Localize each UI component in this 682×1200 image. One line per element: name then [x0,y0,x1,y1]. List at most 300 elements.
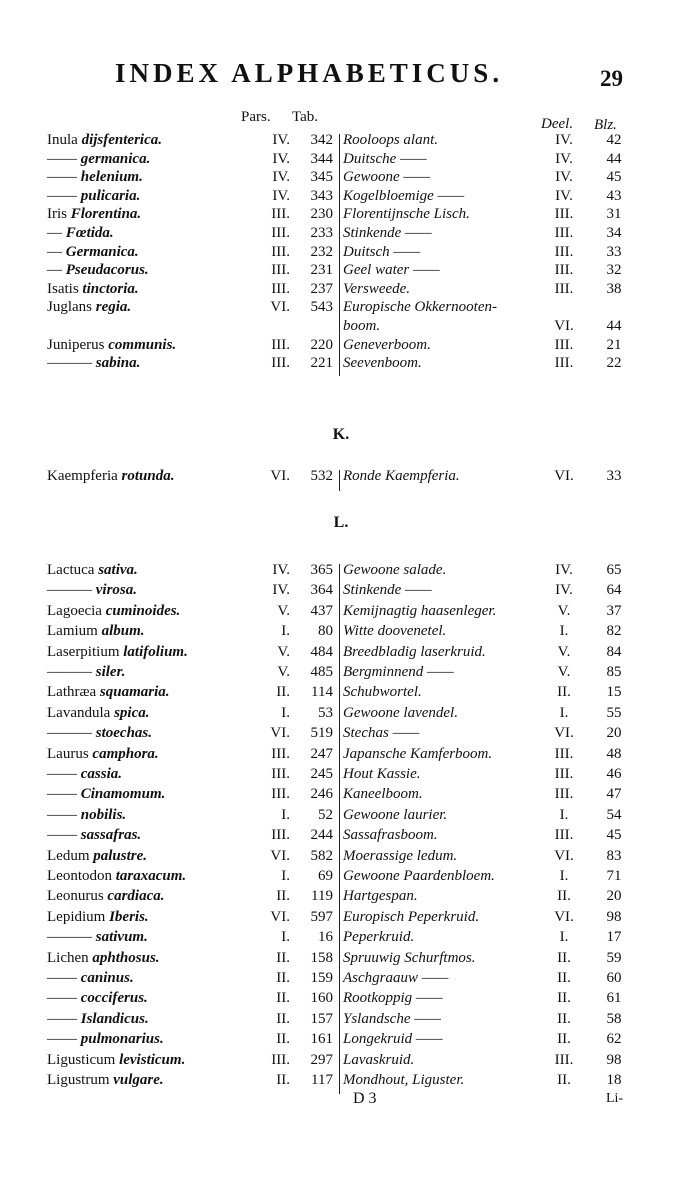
plate-number: 485 [310,664,333,680]
page-ref: 21 [606,336,622,353]
deel-volume: V. [557,664,571,680]
pars-volume: III. [271,243,290,260]
index-row [0,603,682,624]
index-row [0,786,682,807]
genus: Lepidium [47,908,106,925]
index-row [0,766,682,787]
latin-name [47,1072,164,1089]
pars-volume: IV. [272,582,290,599]
index-row [0,1072,682,1093]
plate-number: 160 [310,990,333,1007]
dutch-name: Schubwortel. [343,684,422,701]
genus: Lamium [47,623,98,640]
deel-volume: I. [559,868,569,884]
plate-number: 343 [310,187,333,204]
dutch-name: Hout Kassie. [343,766,421,782]
pars-volume: III. [271,336,290,353]
dutch-name: Lavaskruid. [343,1051,415,1068]
deel-volume: III. [554,786,574,803]
pars-volume: I. [281,623,290,640]
pars-volume: I. [281,806,290,823]
page-ref: 22 [606,355,622,372]
deel-volume: II. [557,1010,571,1027]
latin-name [47,970,134,987]
dutch-name: Kemijnagtig haasenleger. [343,602,497,619]
pars-volume: IV. [272,132,290,148]
epithet: vulgare. [113,1072,164,1088]
dutch-name: Aschgraauw —— [343,970,449,986]
page-ref: 61 [606,990,622,1007]
pars-volume: III. [271,262,290,279]
latin-name [47,807,126,824]
page-number: 29 [600,66,623,91]
index-row [0,623,682,644]
index-row [0,562,682,583]
pars-volume: IV. [272,562,290,578]
epithet: cocciferus. [80,990,148,1007]
genus: Lavandula [47,704,111,721]
latin-name [47,766,122,783]
page-ref: 45 [606,169,622,186]
page-ref: 71 [606,868,622,884]
deel-volume: II. [557,684,571,701]
genus: Lichen [47,949,89,966]
page-ref: 47 [606,786,622,803]
latin-name [47,848,147,865]
pars-volume: III. [271,786,290,803]
latin-name [47,929,148,946]
page-ref: 44 [606,318,622,334]
epithet: cardiaca. [107,888,165,905]
page-ref: 59 [606,949,622,966]
dutch-name: Sassafrasboom. [343,827,438,844]
page-ref: 34 [606,225,622,241]
deel-volume: II. [557,970,571,986]
deel-volume: III. [554,206,574,223]
plate-number: 230 [310,206,333,223]
epithet: nobilis. [80,806,127,823]
deel-volume: VI. [554,318,574,334]
pars-volume: IV. [272,169,290,186]
deel-volume: VI. [554,908,574,925]
index-row [0,888,682,909]
epithet: dijsfenterica. [81,132,162,148]
dutch-name: Witte doovenetel. [343,623,447,640]
epithet: Cinamomum. [80,786,166,803]
epithet: squamaria. [99,684,170,701]
latin-name [47,281,139,298]
epithet: Fœtida. [65,225,114,241]
plate-number: 247 [310,745,333,762]
dutch-name: Versweede. [343,280,411,297]
latin-name [47,225,114,242]
catchword: Li- [606,1091,624,1106]
page-ref: 54 [606,806,622,823]
page-ref: 33 [606,243,622,260]
genus: — [47,262,62,279]
page-ref: 60 [606,970,622,986]
latin-name [47,151,150,168]
plate-number: 484 [310,643,333,660]
index-row [0,355,682,376]
signature-mark: D 3 [353,1090,377,1107]
index-row [0,909,682,930]
index-row [0,1011,682,1032]
page-header [0,58,682,94]
plate-number: 437 [310,602,333,619]
page-ref: 58 [606,1010,622,1027]
dutch-name: Florentijnsche Lisch. [343,206,470,223]
deel-volume: IV. [555,150,573,167]
index-row [0,725,682,746]
pars-volume: V. [277,664,290,680]
section-letter: K. [332,426,350,443]
page-ref: 64 [606,582,622,599]
dutch-name: Geel water —— [343,262,440,279]
genus: Lagoecia [47,602,102,619]
page-ref: 18 [606,1072,622,1088]
genus: Lathræa [47,684,97,701]
plate-number: 69 [318,868,333,884]
deel-volume: IV. [555,132,573,148]
deel-volume: III. [554,766,574,782]
plate-number: 246 [310,786,333,803]
genus: —— [47,766,77,782]
deel-volume: III. [554,336,574,353]
plate-number: 161 [310,1031,333,1048]
dutch-name: Europische Okkernooten- [343,299,497,316]
index-row [0,582,682,603]
epithet: spica. [114,704,150,721]
page-ref: 98 [606,908,622,925]
deel-volume: III. [554,745,574,762]
latin-name [47,468,175,485]
deel-volume: VI. [554,847,574,864]
pars-volume: VI. [270,908,290,925]
latin-name [47,1031,164,1048]
column-header-tab: Tab. [292,109,319,125]
epithet: palustre. [93,847,148,864]
plate-number: 237 [310,280,333,297]
dutch-name: Gewoone lavendel. [343,704,458,721]
page-ref: 98 [606,1051,622,1068]
plate-number: 543 [310,299,333,316]
latin-name [47,868,186,885]
dutch-name: Europisch Peperkruid. [343,908,480,925]
epithet: cassia. [80,766,122,782]
epithet: taraxacum. [115,868,187,884]
epithet: Islandicus. [80,1010,149,1027]
page-ref: 65 [606,562,622,578]
dutch-name: Rooloops alant. [343,132,439,148]
dutch-name: Stechas —— [343,725,420,742]
deel-volume: IV. [555,187,573,204]
page-ref: 15 [606,684,622,701]
genus: Juglans [47,299,92,316]
deel-volume: VI. [554,725,574,742]
dutch-name: Duitsch —— [343,243,421,260]
latin-name [47,909,149,926]
latin-name [47,562,138,579]
deel-volume: I. [559,623,569,640]
dutch-name: Yslandsche —— [343,1010,441,1027]
epithet: siler. [95,664,126,680]
genus: Ligustrum [47,1072,110,1088]
page-ref: 43 [606,187,622,204]
pars-volume: VI. [270,468,290,484]
latin-name [47,644,188,661]
latin-name [47,746,159,763]
dutch-name: Gewoone laurier. [343,806,448,823]
deel-volume: III. [554,280,574,297]
page-ref: 46 [606,766,622,782]
deel-volume: VI. [554,468,574,484]
genus: —— [47,150,77,167]
deel-volume: III. [554,243,574,260]
genus: —— [47,1010,77,1027]
genus: ——— [47,725,92,742]
latin-name [47,582,137,599]
pars-volume: II. [276,1010,290,1027]
dutch-name: Japansche Kamferboom. [343,745,493,762]
pars-volume: II. [276,1031,290,1048]
pars-volume: IV. [272,187,290,204]
genus: — [47,225,62,241]
index-row [0,1031,682,1052]
latin-name [47,950,160,967]
pars-volume: III. [271,827,290,844]
latin-name [47,786,165,803]
page-ref: 83 [606,847,622,864]
page-ref: 48 [606,745,622,762]
dutch-name: Peperkruid. [343,929,415,946]
index-row [0,950,682,971]
deel-volume: III. [554,262,574,279]
plate-number: 244 [310,827,333,844]
dutch-name: Bergminnend —— [343,664,454,680]
index-row [0,644,682,665]
epithet: sabina. [95,355,141,372]
genus: —— [47,169,77,186]
latin-name [47,603,180,620]
latin-name [47,262,149,279]
index-row [0,848,682,869]
epithet: Pseudacorus. [65,262,149,279]
page-ref: 38 [606,280,622,297]
plate-number: 158 [310,949,333,966]
latin-name [47,705,149,722]
index-row [0,684,682,705]
latin-name [47,990,148,1007]
genus: —— [47,806,77,823]
page-ref: 85 [606,664,622,680]
dutch-name: Mondhout, Liguster. [343,1072,465,1088]
genus: Leonurus [47,888,104,905]
plate-number: 532 [310,468,333,484]
index-row [0,929,682,950]
column-header-blz: Blz. [594,117,617,133]
pars-volume: II. [276,970,290,986]
plate-number: 233 [310,225,333,241]
dutch-name: Rootkoppig —— [343,990,443,1007]
epithet: latifolium. [123,643,188,660]
latin-name [47,684,170,701]
pars-volume: V. [277,643,290,660]
pars-volume: VI. [270,725,290,742]
deel-volume: II. [557,1072,571,1088]
plate-number: 232 [310,243,333,260]
genus: Juniperus [47,336,105,353]
index-row [0,746,682,767]
section-letter: L. [333,514,349,531]
epithet: sativa. [98,562,138,578]
pars-volume: I. [281,868,290,884]
pars-volume: II. [276,888,290,905]
index-row [0,468,682,489]
page-title: INDEX ALPHABETICUS. [115,58,504,88]
pars-volume: II. [276,949,290,966]
genus: —— [47,187,77,204]
pars-volume: III. [271,766,290,782]
index-row [0,868,682,889]
plate-number: 365 [310,562,333,578]
dutch-name: Geneverboom. [343,336,431,353]
plate-number: 16 [318,929,333,946]
epithet: tinctoria. [82,280,139,297]
plate-number: 364 [310,582,333,599]
dutch-name: Kaneelboom. [343,786,423,803]
page-ref: 84 [606,643,622,660]
dutch-name: Hartgespan. [343,888,418,905]
page-ref: 20 [606,725,622,742]
deel-volume: I. [559,929,569,946]
epithet: communis. [108,336,177,353]
deel-volume: V. [557,602,571,619]
plate-number: 159 [310,970,333,986]
page-ref: 20 [606,888,622,905]
page-ref: 42 [606,132,622,148]
latin-name [47,725,152,742]
page-ref: 62 [606,1031,622,1048]
genus: Ledum [47,847,90,864]
genus: —— [47,827,77,844]
genus: —— [47,786,77,803]
latin-name [47,1011,149,1028]
epithet: stoechas. [95,725,152,742]
genus: Ligusticum [47,1051,116,1068]
dutch-name: Seevenboom. [343,355,422,372]
page-ref: 17 [606,929,622,946]
epithet: caninus. [80,970,134,986]
epithet: pulicaria. [80,187,141,204]
genus: Laserpitium [47,643,120,660]
deel-volume: III. [554,827,574,844]
page-ref: 31 [606,206,622,223]
epithet: Iberis. [109,908,149,925]
pars-volume: IV. [272,150,290,167]
pars-volume: II. [276,990,290,1007]
page-ref: 45 [606,827,622,844]
plate-number: 52 [318,806,333,823]
epithet: Germanica. [65,243,139,260]
epithet: Florentina. [70,206,142,223]
plate-number: 231 [310,262,333,279]
genus: Inula [47,132,78,148]
pars-volume: III. [271,1051,290,1068]
genus: Leontodon [47,868,112,884]
pars-volume: II. [276,1072,290,1088]
page-ref: 44 [606,150,622,167]
pars-volume: VI. [270,847,290,864]
plate-number: 342 [310,132,333,148]
dutch-name: boom. [343,318,381,334]
plate-number: 245 [310,766,333,782]
genus: ——— [47,355,92,372]
latin-name [47,169,143,186]
deel-volume: III. [554,355,574,372]
column-header-pars: Pars. [241,109,271,125]
index-row [0,827,682,848]
plate-number: 119 [311,888,333,905]
epithet: sativum. [95,929,148,946]
genus: Kaempferia [47,468,118,484]
epithet: regia. [95,299,132,316]
epithet: germanica. [80,150,151,167]
genus: Laurus [47,745,89,762]
dutch-name: Longekruid —— [343,1031,443,1048]
dutch-name: Stinkende —— [343,225,432,241]
latin-name [47,1052,185,1069]
epithet: rotunda. [121,468,175,484]
dutch-name: Breedbladig laserkruid. [343,643,486,660]
dutch-name: Gewoone Paardenbloem. [343,868,495,884]
page-ref: 37 [606,602,622,619]
latin-name [47,355,140,372]
dutch-name: Ronde Kaempferia. [343,468,460,484]
pars-volume: II. [276,684,290,701]
page-ref: 55 [606,704,622,721]
genus: ——— [47,929,92,946]
deel-volume: II. [557,990,571,1007]
pars-volume: I. [281,929,290,946]
plate-number: 597 [310,908,333,925]
deel-volume: II. [557,949,571,966]
deel-volume: III. [554,225,574,241]
plate-number: 297 [310,1051,333,1068]
index-row [0,990,682,1011]
latin-name [47,623,145,640]
column-header-deel: Deel. [541,116,574,132]
plate-number: 221 [310,355,333,372]
deel-volume: I. [559,704,569,721]
plate-number: 80 [318,623,333,640]
pars-volume: III. [271,355,290,372]
plate-number: 157 [310,1010,333,1027]
genus: Iris [47,206,67,223]
genus: ——— [47,664,92,680]
deel-volume: I. [559,806,569,823]
deel-volume: II. [557,888,571,905]
epithet: camphora. [92,745,159,762]
latin-name [47,206,141,223]
pars-volume: VI. [270,299,290,316]
deel-volume: II. [557,1031,571,1048]
genus: ——— [47,582,92,599]
index-row [0,1052,682,1073]
deel-volume: IV. [555,582,573,599]
page-ref: 33 [606,468,622,484]
latin-name [47,244,139,261]
